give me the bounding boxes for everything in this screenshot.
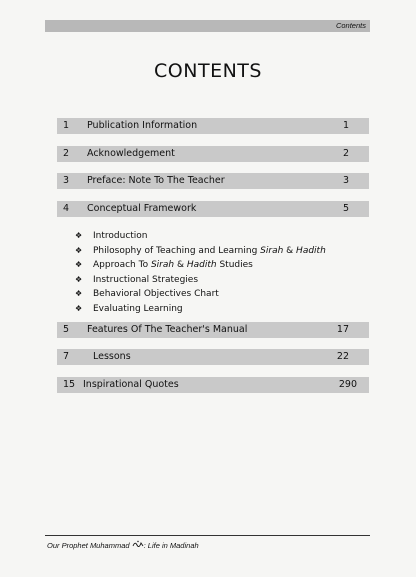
toc-title: Preface: Note To The Teacher xyxy=(87,175,225,186)
toc-page: 290 xyxy=(338,379,357,390)
toc-page: 3 xyxy=(342,175,349,186)
subitem-hadith: Hadith xyxy=(296,245,326,256)
toc-number: 3 xyxy=(63,175,70,186)
toc-title: Features Of The Teacher's Manual xyxy=(87,324,248,335)
diamond-bullet-icon: ❖ xyxy=(75,260,83,270)
diamond-bullet-icon: ❖ xyxy=(75,245,83,255)
subitem-label: Evaluating Learning xyxy=(93,303,183,314)
subitem-sirah: Sirah xyxy=(150,260,175,271)
footer-divider xyxy=(45,535,370,536)
diamond-bullet-icon: ❖ xyxy=(75,231,83,240)
toc-row-lessons[interactable] xyxy=(57,349,369,365)
toc-number: 2 xyxy=(63,148,70,159)
toc-number: 1 xyxy=(63,120,70,131)
subitem-studies: Studies xyxy=(216,260,253,271)
conceptual-framework-subitems xyxy=(75,229,326,317)
toc-page: 5 xyxy=(342,203,349,214)
subitem-evaluating-learning[interactable] xyxy=(75,302,326,317)
diamond-bullet-icon: ❖ xyxy=(75,303,83,313)
toc-number: 15 xyxy=(63,379,76,390)
subitem-sirah: Sirah xyxy=(260,245,284,256)
subitem-introduction[interactable] xyxy=(75,229,326,244)
toc-title: Inspirational Quotes xyxy=(83,379,179,390)
page-title: CONTENTS xyxy=(154,60,262,82)
subitem-label: Philosophy of Teaching and Learning xyxy=(93,245,261,256)
toc-title: Conceptual Framework xyxy=(87,203,197,214)
subitem-instructional-strategies[interactable] xyxy=(75,273,326,288)
header-label: Contents xyxy=(335,21,366,30)
footer-text-after: : Life in Madinah xyxy=(143,541,199,550)
toc-row-acknowledgement[interactable] xyxy=(57,146,369,162)
toc-number: 4 xyxy=(63,203,70,214)
header-bar xyxy=(45,20,370,32)
toc-page: 17 xyxy=(336,324,349,335)
toc-title: Publication Information xyxy=(87,120,198,131)
subitem-label: Behavioral Objectives Chart xyxy=(93,289,219,300)
toc-row-preface[interactable] xyxy=(57,173,369,189)
subitem-approach[interactable] xyxy=(75,258,326,273)
toc-row-publication-information[interactable] xyxy=(57,118,369,134)
subitem-label: Instructional Strategies xyxy=(93,274,199,285)
toc-row-inspirational-quotes[interactable] xyxy=(57,377,369,393)
toc-row-features[interactable] xyxy=(57,322,369,338)
toc-page: 22 xyxy=(336,351,349,362)
footer-text xyxy=(47,540,199,550)
footer-text-before: Our Prophet Muhammad xyxy=(47,541,132,550)
diamond-bullet-icon: ❖ xyxy=(75,274,83,284)
pbuh-calligraphy-icon xyxy=(132,541,144,550)
subitem-label: Approach To xyxy=(93,260,151,271)
toc-title: Lessons xyxy=(93,351,131,362)
subitem-hadith: Hadith xyxy=(186,260,217,271)
toc-number: 5 xyxy=(63,324,70,335)
subitem-label: Introduction xyxy=(93,231,148,241)
subitem-amp: & xyxy=(283,245,297,256)
toc-page: 2 xyxy=(342,148,349,159)
toc-page: 1 xyxy=(342,120,349,131)
toc-number: 7 xyxy=(63,351,70,362)
subitem-behavioral-objectives[interactable] xyxy=(75,287,326,302)
toc-row-conceptual-framework[interactable] xyxy=(57,201,369,217)
diamond-bullet-icon: ❖ xyxy=(75,289,83,299)
subitem-philosophy[interactable] xyxy=(75,244,326,259)
toc-title: Acknowledgement xyxy=(87,148,175,159)
subitem-amp: & xyxy=(174,260,187,271)
